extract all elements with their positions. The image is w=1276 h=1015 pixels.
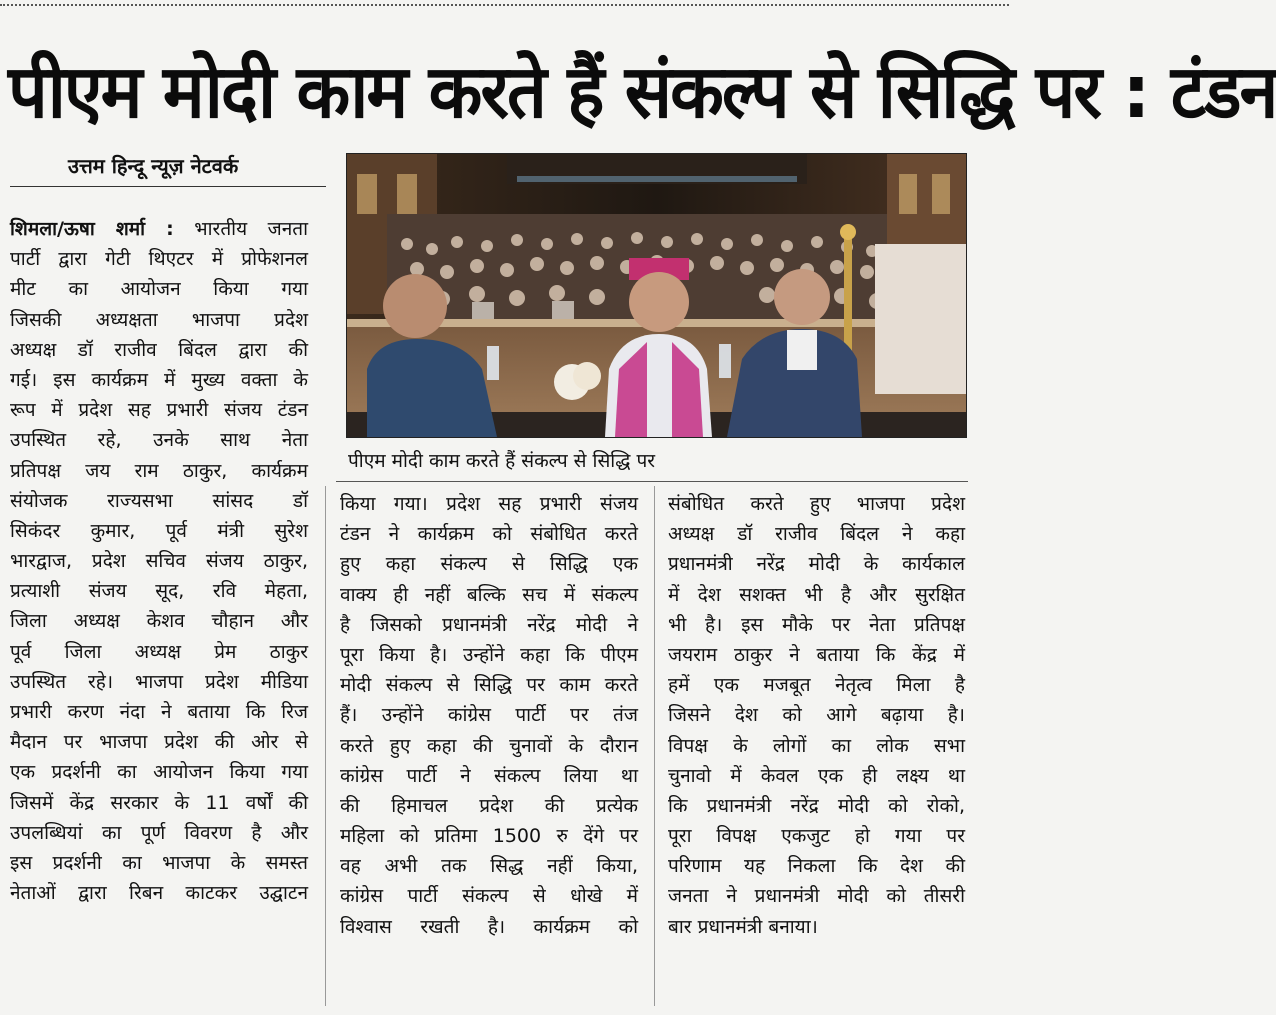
- article-line: जिसकी अध्यक्षता भाजपा प्रदेश: [10, 308, 308, 331]
- article-line: में देश सशक्त भी है और सुरक्षित: [668, 583, 965, 606]
- article-line: विपक्ष के लोगों का लोक सभा: [668, 734, 965, 757]
- caption-rule: [336, 481, 968, 482]
- article-line: कि प्रधानमंत्री नरेंद्र मोदी को रोको,: [668, 794, 965, 817]
- article-line: पूरा विपक्ष एकजुट हो गया पर: [668, 825, 965, 848]
- article-line: जनता ने प्रधानमंत्री मोदी को तीसरी: [668, 885, 965, 908]
- article-line: विश्वास रखती है। कार्यक्रम को: [340, 915, 638, 938]
- news-photo: [346, 153, 967, 438]
- article-line: हमें एक मजबूत नेतृत्व मिला है: [668, 674, 965, 697]
- article-line: भी है। इस मौके पर नेता प्रतिपक्ष: [668, 613, 965, 636]
- article-line: हैं। उन्होंने कांग्रेस पार्टी पर तंज: [340, 704, 638, 727]
- article-column-1: [10, 214, 308, 908]
- article-line: परिणाम यह निकला कि देश की: [668, 855, 965, 878]
- article-line: कांग्रेस पार्टी ने संकल्प लिया था: [340, 764, 638, 787]
- byline-rule: [10, 186, 326, 187]
- article-line: चुनावो में केवल एक ही लक्ष्य था: [668, 764, 965, 787]
- article-line: उपस्थित रहे, उनके साथ नेता: [10, 429, 308, 452]
- article-line: प्रधानमंत्री नरेंद्र मोदी के कार्यकाल: [668, 553, 965, 576]
- article-line: जयराम ठाकुर ने बताया कि केंद्र में: [668, 643, 965, 666]
- news-photo-illustration: [347, 154, 966, 437]
- article-line: प्रतिपक्ष जय राम ठाकुर, कार्यक्रम: [10, 459, 308, 482]
- article-line: पूरा किया है। उन्होंने कहा कि पीएम: [340, 643, 638, 666]
- article-line: प्रत्याशी संजय सूद, रवि मेहता,: [10, 580, 308, 603]
- article-line: कांग्रेस पार्टी संकल्प से धोखे में: [340, 885, 638, 908]
- article-line: किया गया। प्रदेश सह प्रभारी संजय: [340, 493, 638, 515]
- article-line: उपस्थित रहे। भाजपा प्रदेश मीडिया: [10, 670, 308, 693]
- article-line: उपलब्धियां का पूर्ण विवरण है और: [10, 821, 308, 844]
- column-divider-1: [325, 486, 326, 1006]
- headline: पीएम मोदी काम करते हैं संकल्प से सिद्धि पर : टंडन: [8, 48, 1276, 136]
- article-line: संयोजक राज्यसभा सांसद डॉ: [10, 489, 308, 512]
- article-line: रूप में प्रदेश सह प्रभारी संजय टंडन: [10, 399, 308, 422]
- article-line: पार्टी द्वारा गेटी थिएटर में प्रोफेशनल: [10, 248, 308, 271]
- article-line: भारद्वाज, प्रदेश सचिव संजय ठाकुर,: [10, 550, 308, 573]
- article-line: इस प्रदर्शनी का भाजपा के समस्त: [10, 851, 308, 874]
- article-line: अध्यक्ष डॉ राजीव बिंदल द्वारा की: [10, 338, 308, 361]
- article-column-3: [668, 489, 965, 942]
- article-line: हुए कहा संकल्प से सिद्धि एक: [340, 553, 638, 576]
- article-line: प्रभारी करण नंदा ने बताया कि रिज: [10, 701, 308, 723]
- article-line: पूर्व जिला अध्यक्ष प्रेम ठाकुर: [10, 640, 308, 663]
- column-divider-2: [654, 486, 655, 1006]
- article-line: गई। इस कार्यक्रम में मुख्य वक्ता के: [10, 368, 308, 391]
- article-line: [10, 214, 308, 244]
- article-line: टंडन ने कार्यक्रम को संबोधित करते: [340, 523, 638, 546]
- article-line: मैदान पर भाजपा प्रदेश की ओर से: [10, 731, 308, 754]
- article-line: मीट का आयोजन किया गया: [10, 278, 308, 301]
- article-line: अध्यक्ष डॉ राजीव बिंदल ने कहा: [668, 523, 965, 546]
- article-line: संबोधित करते हुए भाजपा प्रदेश: [668, 493, 965, 515]
- article-line: की हिमाचल प्रदेश की प्रत्येक: [340, 794, 638, 817]
- article-line: करते हुए कहा की चुनावों के दौरान: [340, 734, 638, 757]
- photo-caption: पीएम मोदी काम करते हैं संकल्प से सिद्धि पर: [348, 450, 656, 472]
- article-line: जिसने देश को आगे बढ़ाया है।: [668, 704, 965, 727]
- article-line: मोदी संकल्प से सिद्धि पर काम करते: [340, 674, 638, 697]
- top-dotted-border: [0, 4, 1009, 6]
- article-line: जिला अध्यक्ष केशव चौहान और: [10, 610, 308, 633]
- article-line: बार प्रधानमंत्री बनाया।: [668, 915, 818, 938]
- article-line: है जिसको प्रधानमंत्री नरेंद्र मोदी ने: [340, 613, 638, 636]
- article-line: वह अभी तक सिद्ध नहीं किया,: [340, 855, 638, 878]
- article-column-2: [340, 489, 638, 942]
- article-line: एक प्रदर्शनी का आयोजन किया गया: [10, 761, 308, 784]
- article-text: भारतीय जनता: [173, 218, 308, 240]
- article-line: वाक्य ही नहीं बल्कि सच में संकल्प: [340, 583, 638, 606]
- article-line: नेताओं द्वारा रिबन काटकर उद्घाटन: [10, 882, 308, 905]
- article-line: महिला को प्रतिमा 1500 रु देंगे पर: [340, 825, 638, 848]
- article-line: सिकंदर कुमार, पूर्व मंत्री सुरेश: [10, 519, 308, 542]
- dateline: शिमला/ऊषा शर्मा :: [10, 218, 174, 240]
- article-line: जिसमें केंद्र सरकार के 11 वर्षों की: [10, 791, 308, 814]
- byline: उत्तम हिन्दू न्यूज़ नेटवर्क: [68, 154, 239, 178]
